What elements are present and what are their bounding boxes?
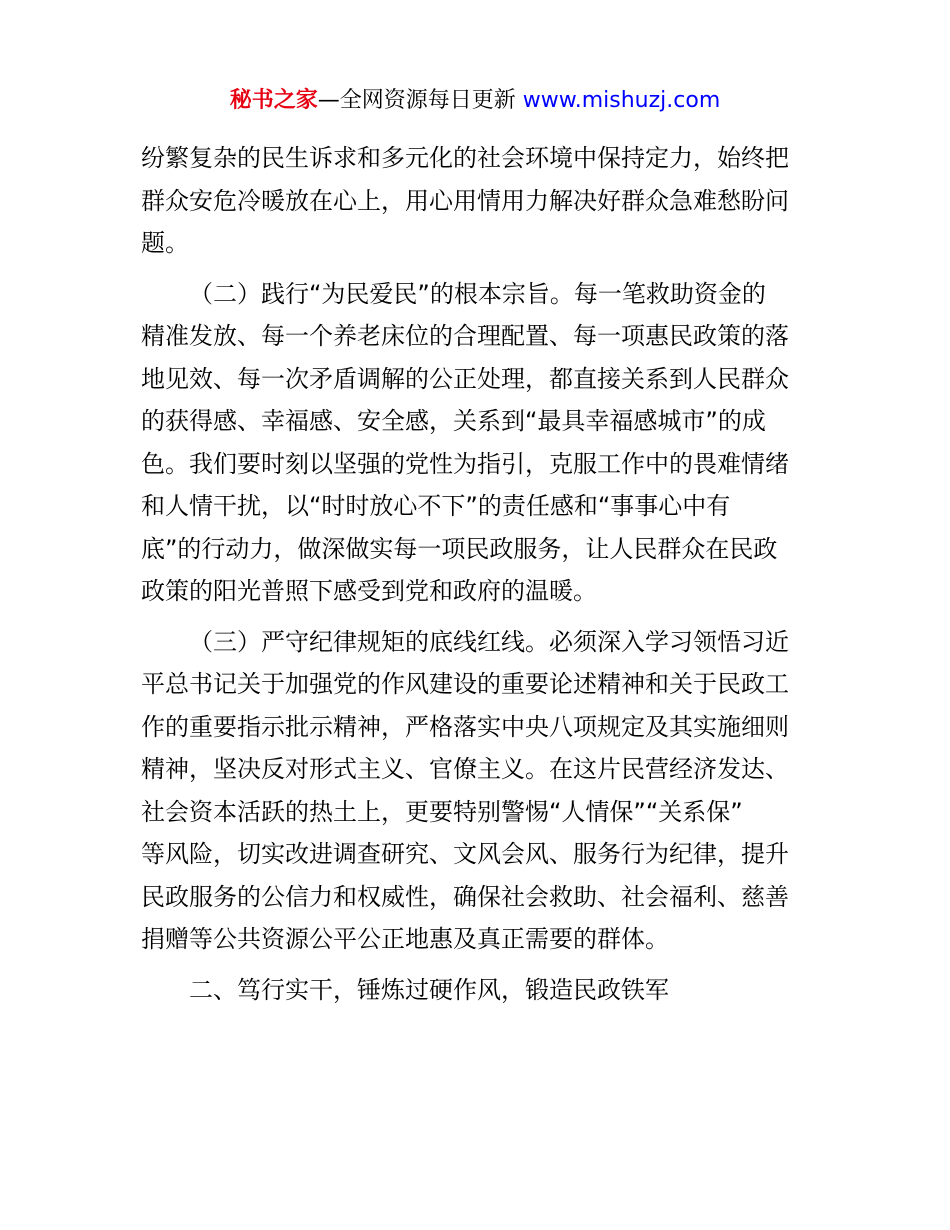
text-line: 题。 — [141, 229, 189, 257]
text-line: （三）严守纪律规矩的底线红线。必须深入学习领悟习近 — [189, 627, 789, 656]
section-heading — [141, 969, 813, 1012]
text-line: （二）践行“为民爱民”的根本宗旨。每一笔救助资金的 — [189, 279, 766, 308]
text-line: 纷繁复杂的民生诉求和多元化的社会环境中保持定力，始终把 — [141, 144, 789, 172]
text-line: 精准发放、每一个养老床位的合理配置、每一项惠民政策的落 — [141, 322, 789, 350]
document-body — [141, 137, 813, 1011]
text-line: 等风险，切实改进调查研究、文风会风、服务行为纪律，提升 — [141, 840, 789, 868]
header-tagline: —全网资源每日更新 — [317, 88, 523, 113]
text-line: 的获得感、幸福感、安全感，关系到“最具幸福感城市”的成 — [141, 407, 766, 435]
text-line: 地见效、每一次矛盾调解的公正处理，都直接关系到人民群众 — [141, 364, 789, 393]
text-line: 民政服务的公信力和权威性，确保社会救助、社会福利、慈善 — [141, 882, 789, 911]
text-line: 色。我们要时刻以坚强的党性为指引，克服工作中的畏难情绪 — [141, 449, 789, 478]
paragraph — [141, 273, 813, 613]
site-url-link[interactable]: www.mishuzj.com — [522, 88, 721, 113]
text-line: 和人情干扰，以“时时放心不下”的责任感和“事事心中有 — [141, 492, 731, 520]
site-header — [0, 86, 950, 116]
text-line: 精神，坚决反对形式主义、官僚主义。在这片民营经济发达、 — [141, 755, 789, 783]
text-line: 社会资本活跃的热土上，更要特别警惕“人情保”“关系保” — [141, 797, 743, 826]
brand-name: 秘书之家 — [229, 88, 318, 113]
text-line: 底”的行动力，做深做实每一项民政服务，让人民群众在民政 — [141, 534, 778, 563]
text-line: 群众安危冷暖放在心上，用心用情用力解决好群众急难愁盼问 — [141, 186, 789, 215]
heading-text: 二、笃行实干，锤炼过硬作风，锻造民政铁军 — [189, 975, 669, 1004]
paragraph — [141, 137, 813, 265]
paragraph — [141, 621, 813, 961]
text-line: 平总书记关于加强党的作风建设的重要论述精神和关于民政工 — [141, 670, 789, 698]
text-line: 捐赠等公共资源公平公正地惠及真正需要的群体。 — [141, 925, 669, 953]
text-line: 政策的阳光普照下感受到党和政府的温暖。 — [141, 577, 597, 605]
text-line: 作的重要指示批示精神，严格落实中央八项规定及其实施细则 — [141, 712, 789, 741]
